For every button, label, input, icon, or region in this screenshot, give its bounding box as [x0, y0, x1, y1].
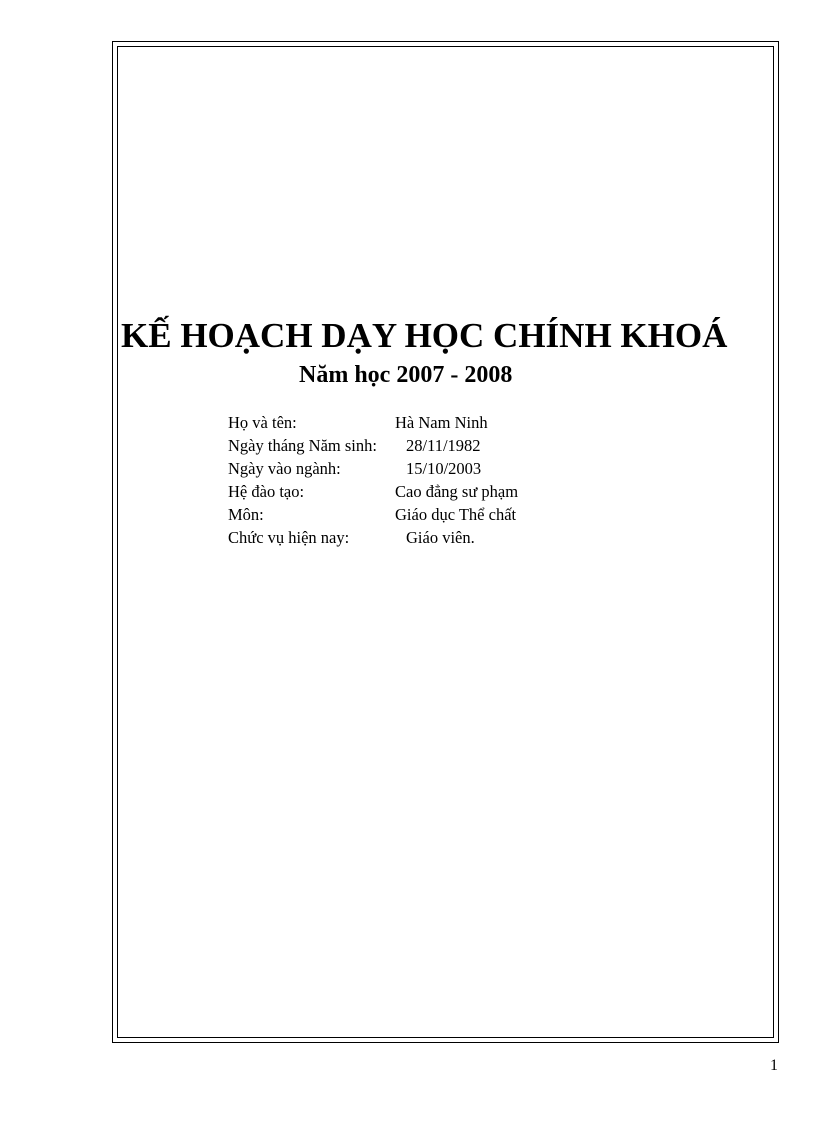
document-title: KẾ HOẠCH DẠY HỌC CHÍNH KHOÁ — [121, 316, 728, 355]
info-label: Ngày vào ngành: — [228, 459, 341, 478]
info-label: Hệ đào tạo: — [228, 482, 305, 501]
info-value: Hà Nam Ninh — [395, 413, 488, 432]
info-label: Chức vụ hiện nay: — [228, 528, 350, 547]
info-value: 15/10/2003 — [406, 459, 482, 478]
info-label: Họ và tên: — [228, 413, 297, 432]
school-year-subtitle: Năm học 2007 - 2008 — [299, 362, 513, 388]
info-label: Ngày tháng Năm sinh: — [228, 436, 377, 455]
page-number: 1 — [770, 1057, 778, 1074]
info-value: 28/11/1982 — [406, 436, 481, 455]
info-label: Môn: — [228, 505, 264, 524]
info-value: Cao đẳng sư phạm — [395, 482, 519, 501]
info-value: Giáo dục Thể chất — [395, 505, 517, 524]
info-value: Giáo viên. — [406, 528, 475, 547]
